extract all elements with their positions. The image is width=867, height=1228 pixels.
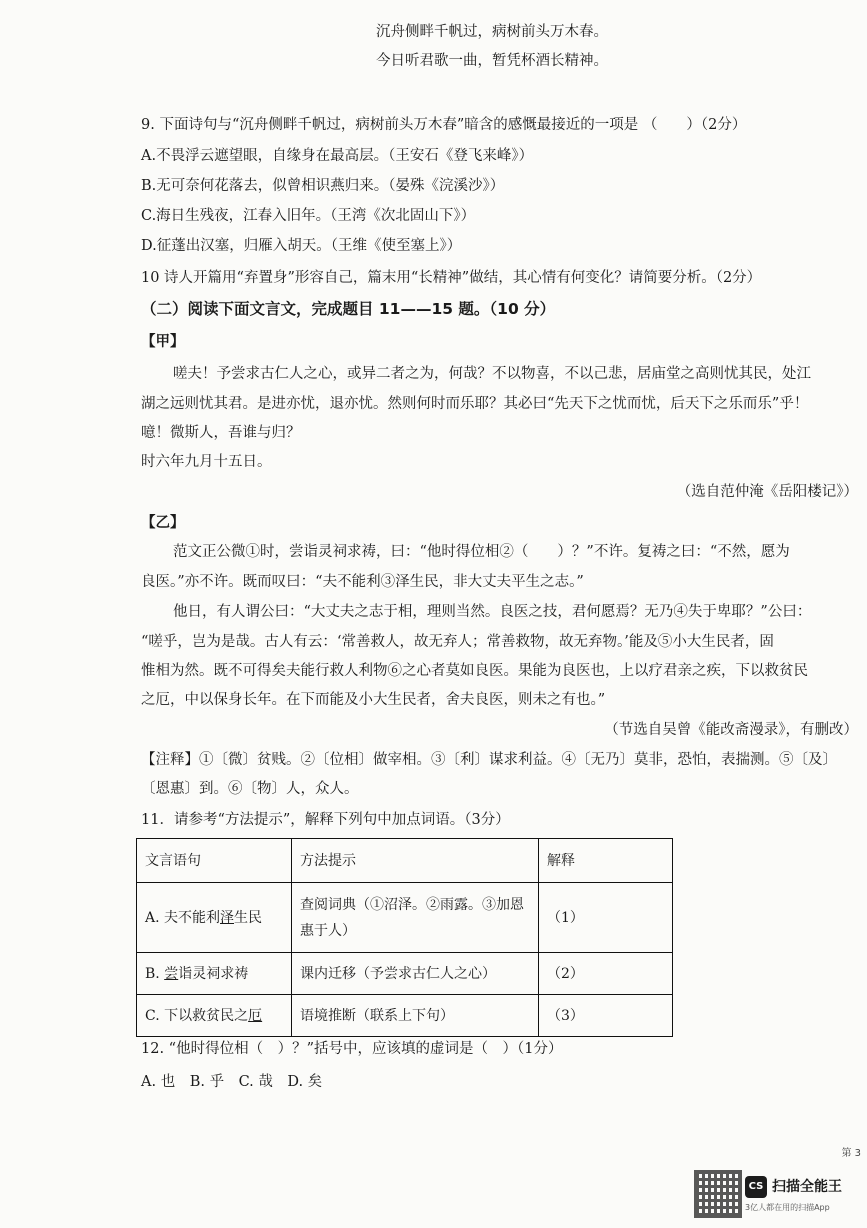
jia-source: （选自范仲淹《岳阳楼记》） bbox=[676, 484, 858, 500]
table-cell-tip: 课内迁移（予尝求古仁人之心） bbox=[292, 953, 539, 995]
section-2-heading: （二）阅读下面文言文，完成题目 11——15 题。（10 分） bbox=[141, 300, 556, 318]
yi-line-3: 他日，有人谓公曰：“大丈夫之志于相，理则当然。良医之技，君何愿焉？无乃④失于卑耶？”公曰： bbox=[173, 604, 812, 620]
yi-line-5: 惟相为然。既不可得矣夫能行救人利物⑥之心者莫如良医。果能为良医也，上以疗君亲之疾，下以救贫民 bbox=[141, 663, 808, 679]
jia-line-1: 嗟夫！予尝求古仁人之心，或异二者之为，何哉？不以物喜，不以己悲，居庙堂之高则忧其民，处江 bbox=[173, 366, 811, 382]
poem-line-1: 沉舟侧畔千帆过，病树前头万木春。 bbox=[376, 24, 608, 40]
notes-line-2: 〔恩惠〕到。⑥〔物〕人，众人。 bbox=[141, 781, 359, 797]
yi-line-4: “嗟乎，岂为是哉。古人有云：‘常善救人，故无弃人；常善救物，故无弃物。’能及⑤小大生民者，固 bbox=[141, 634, 774, 650]
marked-word: 厄 bbox=[248, 1007, 263, 1024]
table-header-cell: 解释 bbox=[539, 839, 673, 883]
poem-line-2: 今日听君歌一曲，暂凭杯酒长精神。 bbox=[376, 53, 608, 69]
page-corner-label: 第 3 bbox=[841, 1148, 861, 1159]
yi-line-1: 范文正公微①时，尝诣灵祠求祷，曰：“他时得位相②（ ）？”不许。复祷之曰：“不然，愿为 bbox=[173, 544, 790, 560]
q10-stem: 10 诗人开篇用“弃置身”形容自己，篇末用“长精神”做结，其心情有何变化？请简要分析。（2分） bbox=[141, 270, 762, 286]
q9-option-b: B.无可奈何花落去，似曾相识燕归来。（晏殊《浣溪沙》） bbox=[141, 178, 505, 194]
jia-line-2: 湖之远则忧其君。是进亦忧，退亦忧。然则何时而乐耶？其必曰“先天下之忧而忧，后天下之乐而乐”乎！ bbox=[141, 396, 809, 412]
jia-line-4: 时六年九月十五日。 bbox=[141, 454, 272, 470]
table-cell-tip: 查阅词典（①沼泽。②雨露。③加恩惠于人） bbox=[292, 883, 539, 953]
q9-stem: 9. 下面诗句与“沉舟侧畔千帆过，病树前头万木春”暗含的感慨最接近的一项是 （ ）（2分） bbox=[141, 117, 747, 133]
jia-tag: 【甲】 bbox=[141, 334, 185, 350]
app-name: 扫描全能王 bbox=[772, 1179, 842, 1195]
table-cell-sentence: B. 尝诣灵祠求祷 bbox=[137, 953, 292, 995]
table-cell-sentence: C. 下以救贫民之厄 bbox=[137, 995, 292, 1037]
yi-line-2: 良医。”亦不许。既而叹曰：“夫不能利③泽生民，非大丈夫平生之志。” bbox=[141, 574, 584, 590]
q12-stem: 12. “他时得位相（ ）？”括号中，应该填的虚词是（ ）（1分） bbox=[141, 1041, 563, 1057]
q9-option-c: C.海日生残夜，江春入旧年。（王湾《次北固山下》） bbox=[141, 208, 476, 224]
q11-table bbox=[136, 838, 673, 1037]
q11-stem: 11．请参考“方法提示”，解释下列句中加点词语。（3分） bbox=[141, 812, 510, 828]
table-row bbox=[137, 883, 673, 953]
table-cell-answer[interactable]: （3） bbox=[539, 995, 673, 1037]
q12-options: A. 也 B. 乎 C. 哉 D. 矣 bbox=[141, 1074, 323, 1090]
yi-line-6: 之厄，中以保身长年。在下而能及小大生民者，舍夫良医，则未之有也。” bbox=[141, 692, 606, 708]
table-header-cell: 文言语句 bbox=[137, 839, 292, 883]
camscanner-logo-icon: CS bbox=[745, 1176, 767, 1198]
q9-option-a: A.不畏浮云遮望眼，自缘身在最高层。（王安石《登飞来峰》） bbox=[141, 148, 534, 164]
marked-word: 泽 bbox=[220, 909, 235, 926]
q9-option-d: D.征蓬出汉塞，归雁入胡天。（王维《使至塞上》） bbox=[141, 238, 462, 254]
yi-tag: 【乙】 bbox=[141, 515, 185, 531]
table-cell-answer[interactable]: （1） bbox=[539, 883, 673, 953]
table-row bbox=[137, 953, 673, 995]
qr-code-icon bbox=[694, 1170, 742, 1218]
notes-line-1: 【注释】①〔微〕贫贱。②〔位相〕做宰相。③〔利〕谋求利益。④〔无乃〕莫非，恐怕，表揣测。⑤〔及〕 bbox=[141, 752, 837, 768]
marked-word: 尝 bbox=[164, 965, 179, 982]
table-header-row bbox=[137, 839, 673, 883]
table-cell-answer[interactable]: （2） bbox=[539, 953, 673, 995]
jia-line-3: 噫！微斯人，吾谁与归？ bbox=[141, 425, 301, 441]
table-row bbox=[137, 995, 673, 1037]
table-cell-sentence: A. 夫不能利泽生民 bbox=[137, 883, 292, 953]
yi-source: （节选自吴曾《能改斋漫录》，有删改） bbox=[604, 722, 858, 738]
app-tagline: 3亿人都在用的扫描App bbox=[745, 1203, 830, 1212]
table-header-cell: 方法提示 bbox=[292, 839, 539, 883]
table-cell-tip: 语境推断（联系上下句） bbox=[292, 995, 539, 1037]
